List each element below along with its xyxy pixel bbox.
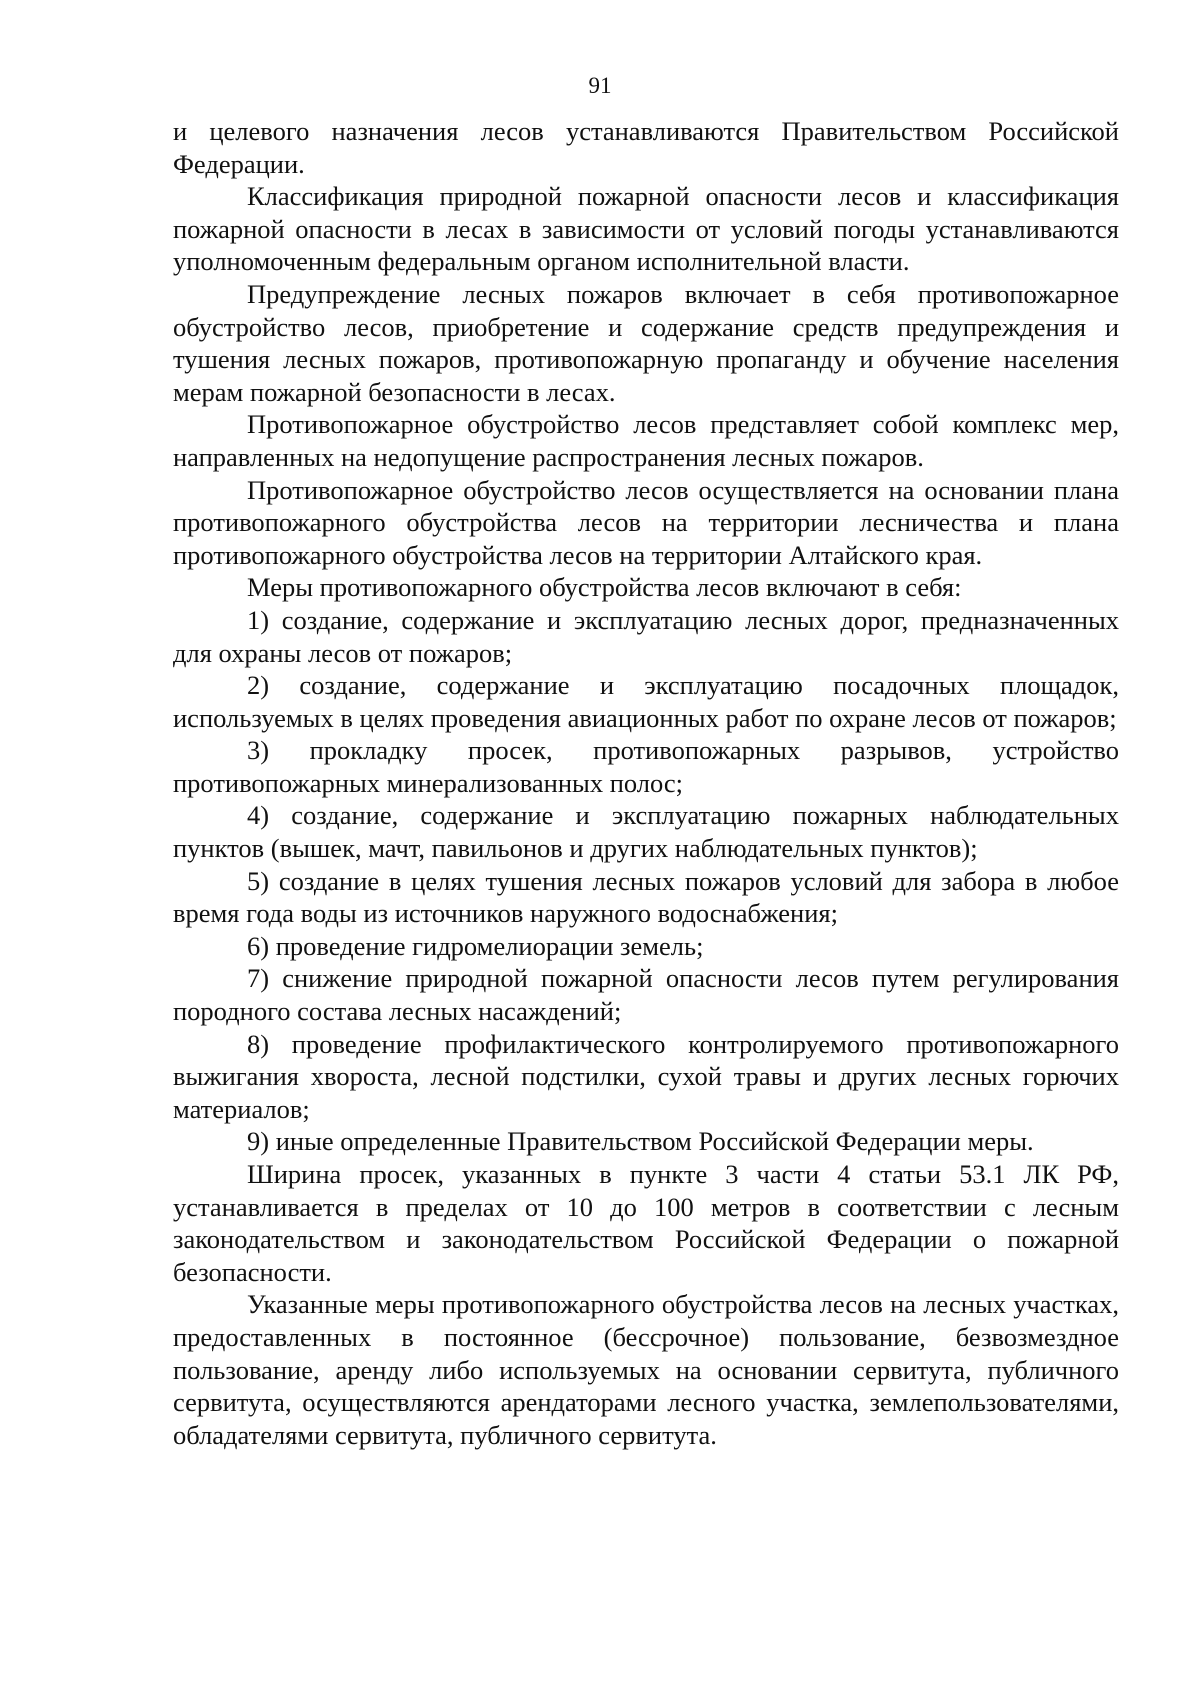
paragraph-measures-intro: Меры противопожарного обустройства лесов включают в себя: [247, 572, 962, 603]
list-item: 8) проведение профилактического контролируемого противопожарного выжигания хвороста, лесной подстилки, сухой травы и других лесных горючих материалов; [173, 1028, 1119, 1124]
list-item: 7) снижение природной пожарной опасности лесов путем регулирования породного состава лесных насаждений; [173, 963, 1119, 1027]
list-item: 9) иные определенные Правительством Российской Федерации меры. [247, 1126, 1034, 1157]
paragraph-fire-arrangement-definition: Противопожарное обустройство лесов представляет собой комплекс мер, направленных на недопущение распространения лесных пожаров. [173, 409, 1119, 472]
paragraph-clearing-width: Ширина просек, указанных в пункте 3 части 4 статьи 53.1 ЛК РФ, устанавливается в пределах от 10 до 100 метров в соответствии с лесным законодательством и законодательством Российской Федерации о пожарной безопасности. [173, 1159, 1119, 1287]
document-body [173, 115, 1119, 1451]
list-item: 5) создание в целях тушения лесных пожаров условий для забора в любое время года воды из источников наружного водоснабжения; [173, 865, 1119, 929]
paragraph-fire-arrangement-plan: Противопожарное обустройство лесов осуществляется на основании плана противопожарного обустройства лесов на территории лесничества и плана противопожарного обустройства лесов на территории Алтайского края. [173, 474, 1119, 570]
paragraph-responsible-parties: Указанные меры противопожарного обустройства лесов на лесных участках, предоставленных в постоянное (бессрочное) пользование, безвозмездное пользование, аренду либо используемых на основании сервитута, публичного сервитута, осуществляются арендаторами лесного участка, землепользователями, обладателями сервитута, публичного сервитута. [173, 1289, 1119, 1450]
list-item: 6) проведение гидромелиорации земель; [247, 930, 704, 961]
paragraph-fire-classification: Классификация природной пожарной опасности лесов и классификация пожарной опасности в лесах в зависимости от условий погоды устанавливаются уполномоченным федеральным органом исполнительной власти. [173, 181, 1119, 277]
paragraph-fire-prevention: Предупреждение лесных пожаров включает в себя противопожарное обустройство лесов, приобретение и содержание средств предупреждения и тушения лесных пожаров, противопожарную пропаганду и обучение населения мерам пожарной безопасности в лесах. [173, 278, 1119, 407]
page-number: 91 [588, 73, 612, 98]
paragraph-continuation: и целевого назначения лесов устанавливаются Правительством Российской Федерации. [173, 116, 1119, 179]
list-item: 2) создание, содержание и эксплуатацию посадочных площадок, используемых в целях проведения авиационных работ по охране лесов от пожаров; [173, 670, 1119, 733]
list-item: 1) создание, содержание и эксплуатацию лесных дорог, предназначенных для охраны лесов от пожаров; [173, 604, 1119, 668]
list-item: 3) прокладку просек, противопожарных разрывов, устройство противопожарных минерализованных полос; [173, 735, 1119, 798]
list-item: 4) создание, содержание и эксплуатацию пожарных наблюдательных пунктов (вышек, мачт, павильонов и других наблюдательных пунктов); [173, 800, 1119, 864]
